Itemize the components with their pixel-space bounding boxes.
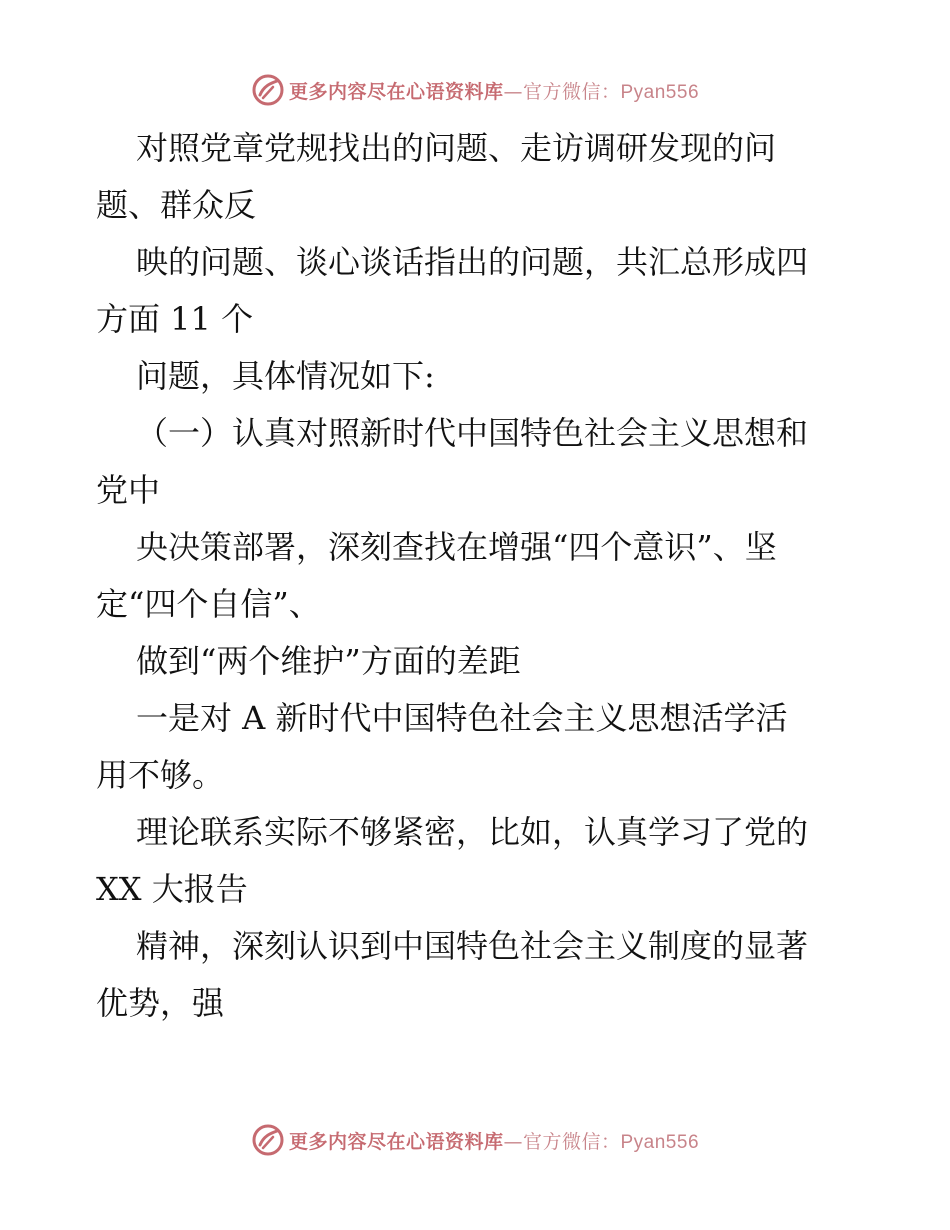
seal-logo-icon	[251, 1123, 285, 1157]
watermark-separator: —	[503, 80, 523, 103]
document-body	[96, 120, 856, 1032]
document-line: 党中	[96, 471, 161, 509]
document-line: 做到“两个维护”方面的差距	[136, 642, 521, 680]
document-line: 理论联系实际不够紧密，比如，认真学习了党的	[136, 813, 809, 851]
document-line: 央决策部署，深刻查找在增强“四个意识”、坚	[136, 528, 777, 566]
watermark-contact-id: Pyan556	[620, 81, 700, 103]
document-line: XX 大报告	[96, 870, 248, 908]
watermark-brand: 更多内容尽在心语资料库	[288, 1130, 504, 1153]
document-line: （一）认真对照新时代中国特色社会主义思想和	[136, 414, 809, 452]
watermark-contact-id: Pyan556	[620, 1131, 700, 1153]
document-line: 一是对 A 新时代中国特色社会主义思想活学活	[136, 699, 788, 737]
document-line: 优势，强	[96, 984, 225, 1022]
document-line: 题、群众反	[96, 186, 257, 224]
footer-watermark	[0, 1120, 950, 1160]
document-line: 方面 11 个	[96, 300, 254, 338]
document-line: 定“四个自信”、	[96, 585, 321, 623]
watermark-text	[289, 77, 699, 104]
document-line: 问题，具体情况如下:	[136, 357, 435, 395]
document-line: 对照党章党规找出的问题、走访调研发现的问	[136, 129, 777, 167]
watermark-text	[289, 1127, 699, 1154]
watermark-separator: —	[503, 1130, 523, 1153]
document-line: 映的问题、谈心谈话指出的问题，共汇总形成四	[136, 243, 809, 281]
header-watermark	[0, 70, 950, 110]
watermark-contact-label: 官方微信：	[522, 80, 621, 103]
document-line: 精神，深刻认识到中国特色社会主义制度的显著	[136, 927, 809, 965]
watermark-contact-label: 官方微信：	[522, 1130, 621, 1153]
seal-logo-icon	[251, 73, 285, 107]
document-line: 用不够。	[96, 756, 225, 794]
watermark-brand: 更多内容尽在心语资料库	[288, 80, 504, 103]
